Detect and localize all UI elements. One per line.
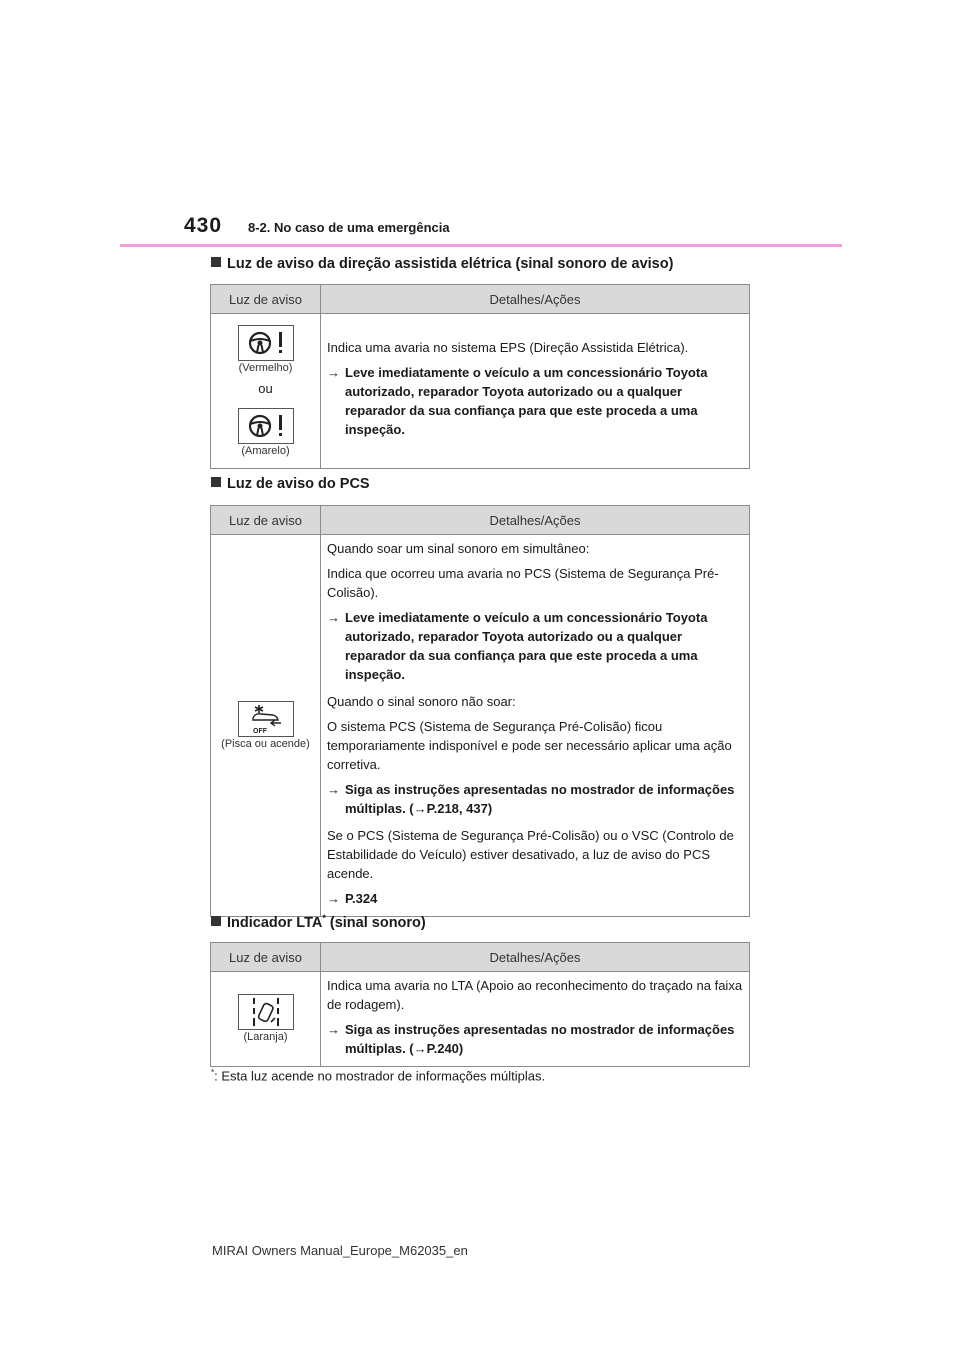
- pcs-icon-cell: [211, 535, 321, 917]
- steering-warning-icon-red: [238, 325, 294, 361]
- square-bullet-icon: [211, 916, 221, 926]
- page-number: 430: [184, 214, 223, 237]
- col-header-light: Luz de aviso: [211, 506, 321, 535]
- arrow-icon: →: [327, 610, 340, 625]
- lta-icon-cell: [211, 972, 321, 1067]
- arrow-icon: →: [327, 365, 340, 380]
- lta-heading: Indicador LTA* (sinal sonoro): [211, 913, 426, 931]
- icon-caption-amber: (Amarelo): [241, 444, 290, 457]
- col-header-details: Detalhes/Ações: [321, 285, 750, 314]
- arrow-icon: →: [327, 891, 340, 906]
- footnote: *: Esta luz acende no mostrador de informações múltiplas.: [211, 1068, 546, 1084]
- col-header-light: Luz de aviso: [211, 943, 321, 972]
- section-title: 8-2. No caso de uma emergência: [248, 220, 450, 235]
- icon-caption-lta: (Laranja): [243, 1031, 288, 1043]
- col-header-details: Detalhes/Ações: [321, 943, 750, 972]
- square-bullet-icon: [211, 257, 221, 267]
- icon-caption-red: (Vermelho): [238, 361, 293, 374]
- steering-warning-icon-amber: [238, 408, 294, 444]
- pcs-table: [210, 505, 750, 917]
- svg-text:OFF: OFF: [252, 727, 267, 735]
- icon-caption-pcs: (Pisca ou acende): [221, 737, 310, 750]
- eps-icon-cell: [211, 314, 321, 469]
- lta-table: [210, 942, 750, 1067]
- or-text: ou: [258, 380, 273, 396]
- pcs-off-icon: [238, 701, 294, 737]
- arrow-icon: →: [327, 782, 340, 797]
- eps-table: [210, 284, 750, 469]
- col-header-light: Luz de aviso: [211, 285, 321, 314]
- eps-details: Indica uma avaria no sistema EPS (Direção Assistida Elétrica). → Leve imediatamente o veículo a um concessionário Toyota autorizado, reparador Toyota autorizado ou a qualquer reparador da sua confiança para que este proceda a uma inspeção.: [321, 314, 750, 469]
- square-bullet-icon: [211, 477, 221, 487]
- col-header-details: Detalhes/Ações: [321, 506, 750, 535]
- lta-details: Indica uma avaria no LTA (Apoio ao reconhecimento do traçado na faixa de rodagem). → Siga as instruções apresentadas no mostrador de informações múltiplas. (→P.240): [321, 972, 750, 1067]
- footer-text: MIRAI Owners Manual_Europe_M62035_en: [212, 1243, 468, 1258]
- arrow-icon: →: [327, 1022, 340, 1037]
- pcs-details: Quando soar um sinal sonoro em simultâneo: Indica que ocorreu uma avaria no PCS (Sistema de Segurança Pré-Colisão). → Leve imediatamente o veículo a um concessionário Toyota autorizado, reparador Toyota autorizado ou a qualquer reparador da sua confiança para que este proceda a uma inspeção. Quando o sinal sonoro não soar: O sistema PCS (Sistema de Segurança Pré-Colisão) ficou temporariamente indisponível e pode ser necessário aplicar uma ação corretiva. → Siga as instruções apresentadas no mostrador de informações múltiplas. (→P.218, 437) Se o PCS (Sistema de Segurança Pré-Colisão) ou o VSC (Controlo de Estabilidade do Veículo) estiver desativado, a luz de aviso do PCS acende. → P.324: [321, 535, 750, 917]
- header-rule: [120, 244, 842, 247]
- eps-heading: Luz de aviso da direção assistida elétrica (sinal sonoro de aviso): [211, 256, 673, 272]
- pcs-heading: Luz de aviso do PCS: [211, 476, 370, 492]
- lta-lane-icon: [238, 994, 294, 1030]
